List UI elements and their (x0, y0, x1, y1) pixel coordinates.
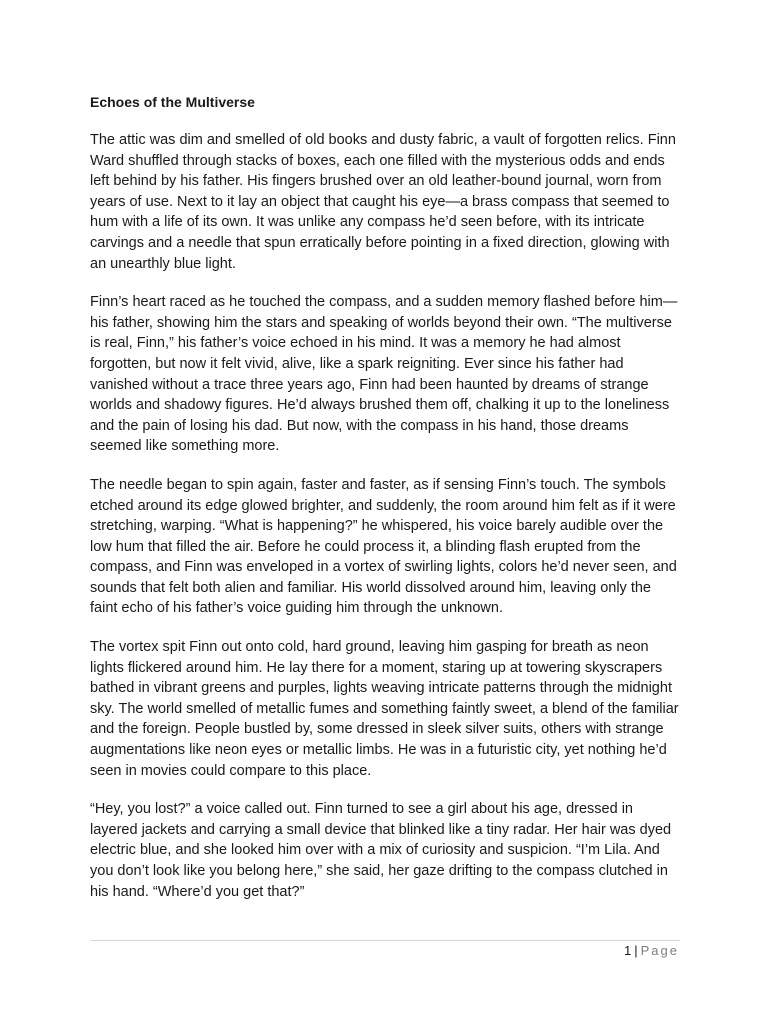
paragraph-5: “Hey, you lost?” a voice called out. Finn turned to see a girl about his age, dressed in layered jackets and carrying a small device that blinked like a tiny radar. Her hair was dyed electric blue, and she looked him over with a mix of curiosity and suspicion. “I’m Lila. And you don’t look like you belong here,” she said, her gaze drifting to the compass clutched in his hand. “Where’d you get that?” (90, 801, 672, 900)
page-footer (624, 943, 679, 959)
paragraph-4: The vortex spit Finn out onto cold, hard ground, leaving him gasping for breath as neon lights flickered around him. He lay there for a moment, staring up at towering skyscrapers bathed in vibrant greens and purples, lights weaving intricate patterns through the midnight sky. The world smelled of metallic fumes and something faintly sweet, a blend of the familiar and the foreign. People bustled by, some dressed in sleek silver suits, others with strange augmentations like neon eyes or metallic limbs. He was in a futuristic city, yet nothing he’d seen in movies could compare to this place. (90, 639, 679, 779)
paragraph-1: The attic was dim and smelled of old books and dusty fabric, a vault of forgotten relics. Finn Ward shuffled through stacks of boxes, each one filled with the mysterious odds and ends left behind by his father. His fingers brushed over an old leather-bound journal, worn from years of use. Next to it lay an object that caught his eye—a brass compass that seemed to hum with a life of its own. It was unlike any compass he’d seen before, with its intricate carvings and a needle that spun erratically before pointing in a fixed direction, glowing with an unearthly blue light. (90, 132, 676, 272)
paragraph-2: Finn’s heart raced as he touched the compass, and a sudden memory flashed before him—his father, showing him the stars and speaking of worlds beyond their own. “The multiverse is real, Finn,” his father’s voice echoed in his mind. It was a memory he had almost forgotten, but now it felt vivid, alive, like a spark reigniting. Ever since his father had vanished without a trace three years ago, Finn had been haunted by dreams of strange worlds and shadowy figures. He’d always brushed them off, chalking it up to the loneliness and the pain of losing his dad. But now, with the compass in his hand, those dreams seemed like something more. (90, 294, 678, 455)
paragraph-3: The needle began to spin again, faster and faster, as if sensing Finn’s touch. The symbols etched around its edge glowed brighter, and suddenly, the room around him felt as if it were stretching, warping. “What is happening?” he whispered, his voice barely audible over the low hum that filled the air. Before he could process it, a blinding flash erupted from the compass, and Finn was enveloped in a vortex of swirling lights, colors he’d never seen, and sounds that felt both alien and familiar. His world dissolved around him, leaving only the faint echo of his father’s voice guiding him through the unknown. (90, 476, 677, 617)
document-title: Echoes of the Multiverse (90, 94, 255, 110)
page-number: 1 (624, 943, 632, 958)
document-page (90, 92, 682, 920)
page-separator: | (634, 943, 638, 958)
page-label: Page (640, 943, 679, 958)
footer-divider (90, 940, 680, 941)
